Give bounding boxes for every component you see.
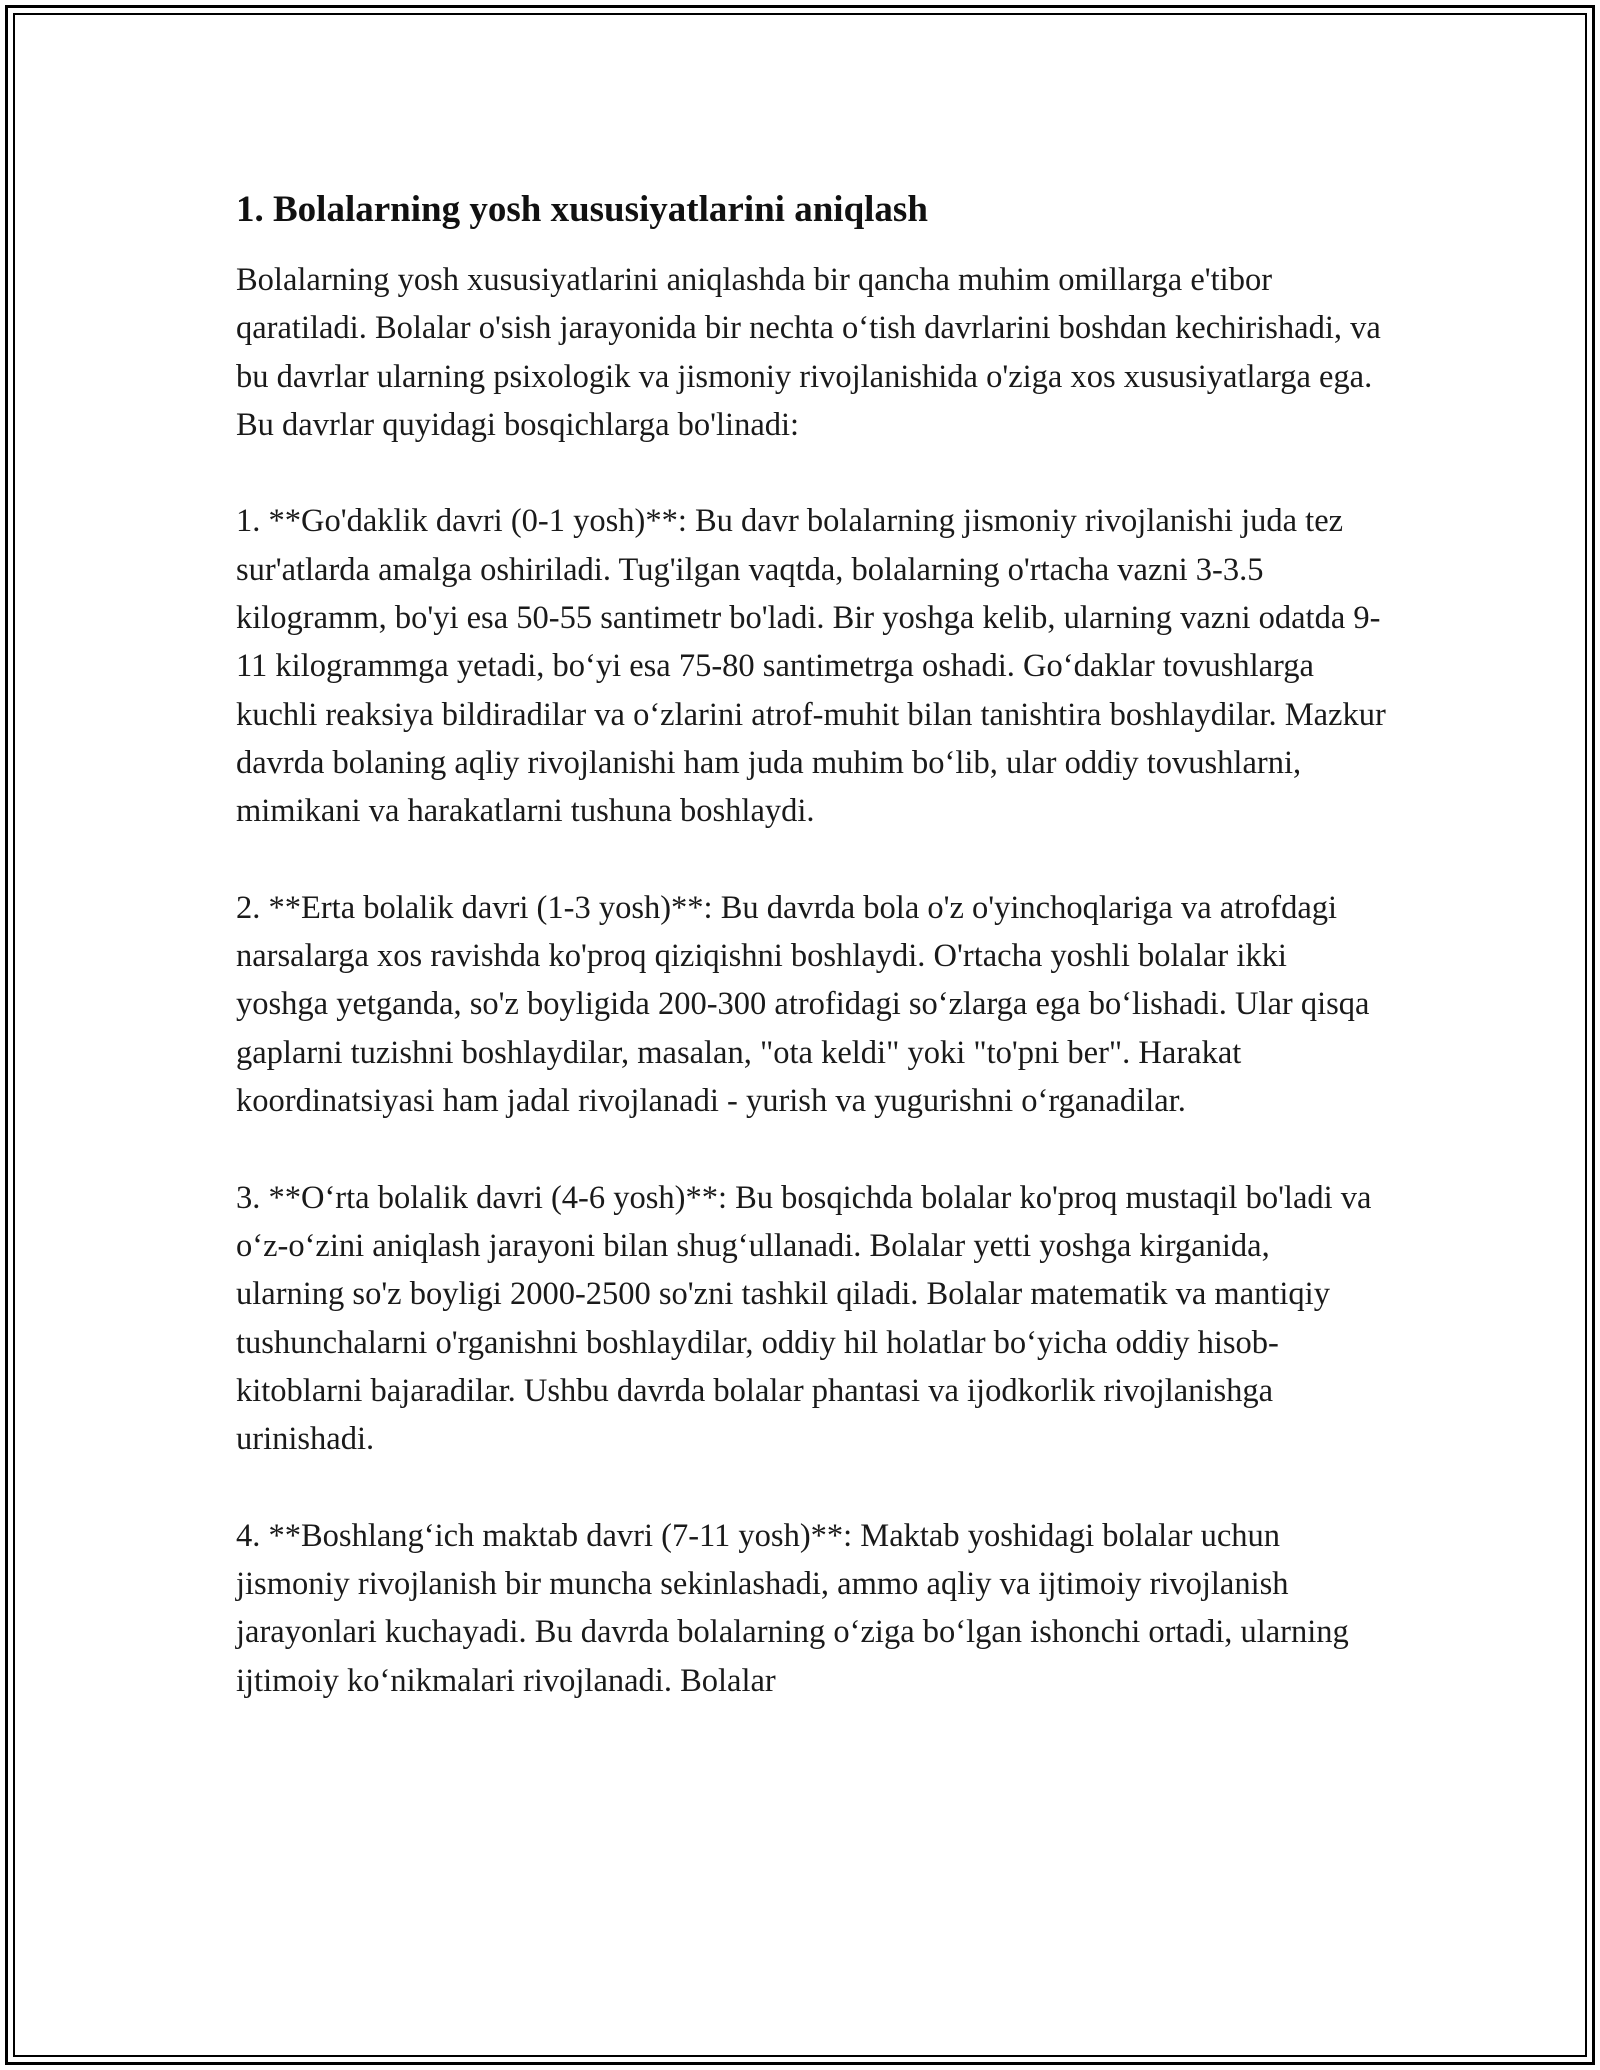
middle-childhood-paragraph: 3. **Oʻrta bolalik davri (4-6 yosh)**: Bu bosqichda bolalar ko'proq mustaqil bo'ladi va oʻz-oʻzini aniqlash jarayoni bilan shugʻullanadi. Bolalar yetti yoshga kirganida, ularning so'z boyligi 2000-2500 so'zni tashkil qiladi. Bolalar matematik va mantiqiy tushunchalarni o'rganishni boshlaydilar, oddiy hil holatlar boʻyicha oddiy hisob-kitoblarni bajaradilar. Ushbu davrda bolalar phantasi va ijodkorlik rivojlanishga urinishadi. [236,1179,1372,1458]
section-heading: 1. Bolalarning yosh xususiyatlarini aniqlash [236,189,928,230]
infancy-paragraph: 1. **Go'daklik davri (0-1 yosh)**: Bu davr bolalarning jismoniy rivojlanishi juda tez sur'atlarda amalga oshiriladi. Tug'ilgan vaqtda, bolalarning o'rtacha vazni 3-3.5 kilogramm, bo'yi esa 50-55 santimetr bo'ladi. Bir yoshga kelib, ularning vazni odatda 9-11 kilogrammga yetadi, boʻyi esa 75-80 santimetrga oshadi. Goʻdaklar tovushlarga kuchli reaksiya bildiradilar va oʻzlarini atrof-muhit bilan tanishtira boshlaydilar. Mazkur davrda bolaning aqliy rivojlanishi ham juda muhim boʻlib, ular oddiy tovushlarni, mimikani va harakatlarni tushuna boshlaydi. [236,503,1386,830]
document-body [236,186,1386,1705]
intro-paragraph: Bolalarning yosh xususiyatlarini aniqlashda bir qancha muhim omillarga e'tibor qaratiladi. Bolalar o'sish jarayonida bir nechta oʻtish davrlarini boshdan kechirishadi, va bu davrlar ularning psixologik va jismoniy rivojlanishida o'ziga xos xususiyatlarga ega. Bu davrlar quyidagi bosqichlarga bo'linadi: [236,262,1381,443]
early-childhood-paragraph: 2. **Erta bolalik davri (1-3 yosh)**: Bu davrda bola o'z o'yinchoqlariga va atrofdagi narsalarga xos ravishda ko'proq qiziqishni boshlaydi. O'rtacha yoshli bolalar ikki yoshga yetganda, so'z boyligida 200-300 atrofidagi soʻzlarga ega boʻlishadi. Ular qisqa gaplarni tuzishni boshlaydilar, masalan, "ota keldi" yoki "to'pni ber". Harakat koordinatsiyasi ham jadal rivojlanadi - yurish va yugurishni oʻrganadilar. [236,889,1370,1120]
primary-school-paragraph: 4. **Boshlangʻich maktab davri (7-11 yosh)**: Maktab yoshidagi bolalar uchun jismoniy rivojlanish bir muncha sekinlashadi, ammo aqliy va ijtimoiy rivojlanish jarayonlari kuchayadi. Bu davrda bolalarning oʻziga boʻlgan ishonchi ortadi, ularning ijtimoiy koʻnikmalari rivojlanadi. Bolalar [236,1517,1349,1699]
